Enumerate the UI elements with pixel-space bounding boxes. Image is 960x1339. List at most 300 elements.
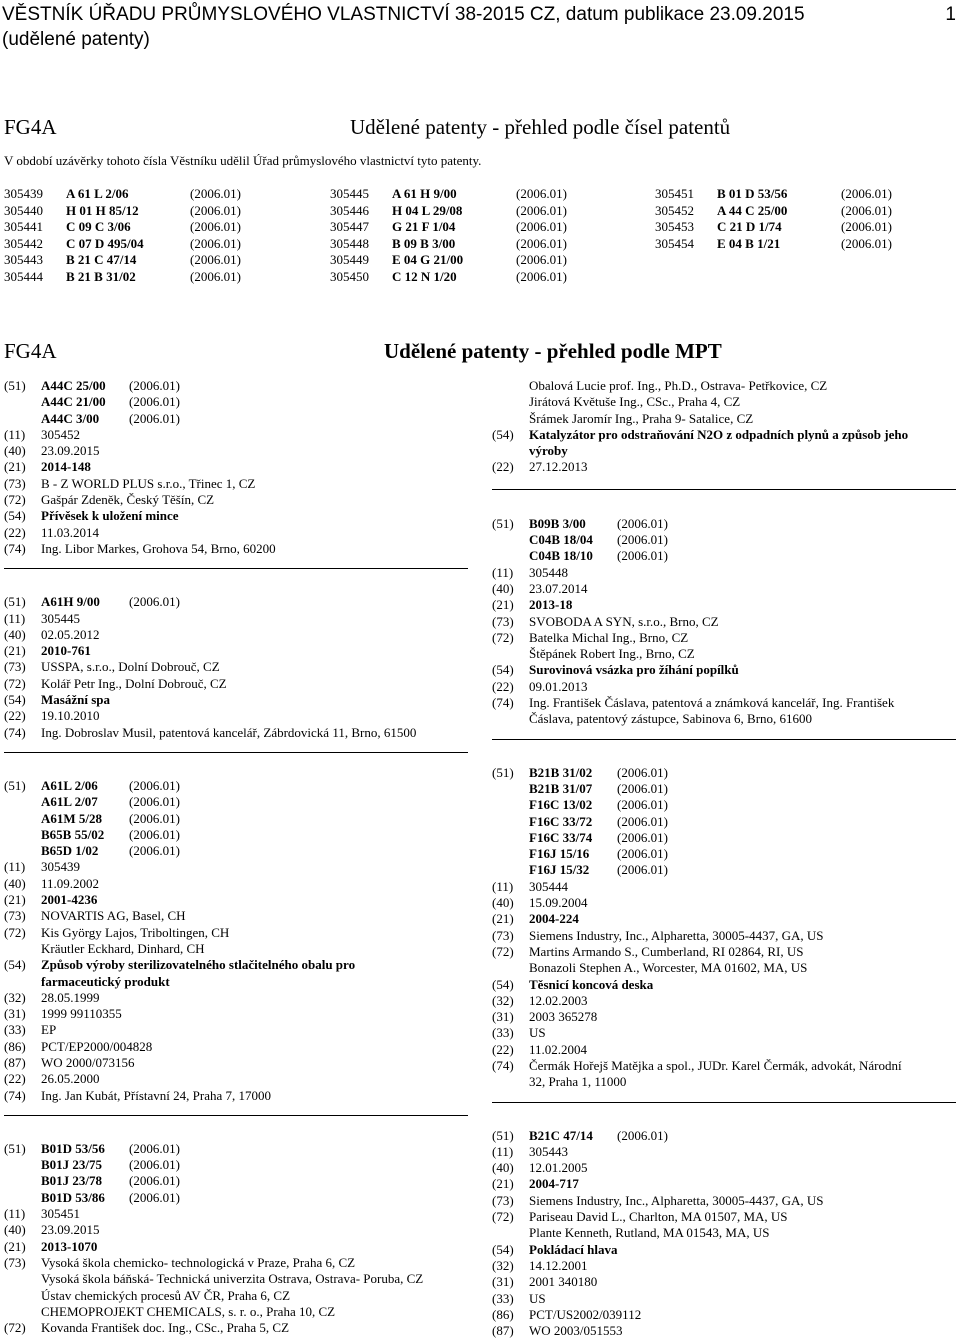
ipc-version: (2006.01) <box>190 268 241 284</box>
patent-list-row <box>4 219 304 236</box>
patent-number: 305448 <box>330 235 369 251</box>
record-value: 12.01.2005 <box>529 1160 588 1176</box>
record-value: Šrámek Jaromír Ing., Praha 9- Satalice, CZ <box>529 410 754 426</box>
patent-record <box>4 778 468 1104</box>
ipc-entry <box>529 516 668 532</box>
ipc-entry <box>529 781 668 797</box>
record-line <box>492 1144 956 1160</box>
record-line <box>492 846 956 862</box>
inid-code: (11) <box>4 610 26 626</box>
record-line <box>492 1128 956 1144</box>
ipc-class: B01D 53/56 <box>41 1140 105 1156</box>
inid-code: (40) <box>492 895 514 911</box>
header-title: VĚSTNÍK ÚŘADU PRŮMYSLOVÉHO VLASTNICTVÍ 38-2015 CZ, datum publikace 23.09.2015 <box>2 4 805 25</box>
record-line <box>4 892 468 908</box>
ipc-class: H 01 H 85/12 <box>66 202 139 218</box>
ipc-version: (2006.01) <box>129 1189 180 1205</box>
patent-number: 305446 <box>330 202 369 218</box>
record-line <box>492 597 956 613</box>
ipc-entry <box>529 830 668 846</box>
record-value: Martins Armando S., Cumberland, RI 02864, RI, US <box>529 943 804 959</box>
record-value: Obalová Lucie prof. Ing., Ph.D., Ostrava- Petřkovice, CZ <box>529 378 828 393</box>
ipc-class: E 04 B 1/21 <box>717 235 781 251</box>
record-line <box>4 594 468 610</box>
ipc-version: (2006.01) <box>190 186 241 201</box>
ipc-version: (2006.01) <box>516 235 567 251</box>
record-value: 12.02.2003 <box>529 992 588 1008</box>
inid-code: (21) <box>4 892 26 908</box>
patent-number: 305453 <box>655 219 694 234</box>
patent-number: 305447 <box>330 219 369 234</box>
inid-code: (22) <box>4 708 26 724</box>
inid-code: (21) <box>4 459 26 475</box>
ipc-entry <box>41 594 180 610</box>
ipc-class: A 44 C 25/00 <box>717 202 788 218</box>
record-value: 305445 <box>41 610 80 626</box>
patent-list-row <box>330 236 630 253</box>
inid-code: (40) <box>4 443 26 459</box>
ipc-entry <box>41 843 180 859</box>
ipc-version: (2006.01) <box>617 1127 668 1143</box>
record-value: US <box>529 1290 546 1306</box>
ipc-version: (2006.01) <box>617 532 668 548</box>
record-line <box>492 960 956 976</box>
record-value: Kis György Lajos, Triboltingen, CH <box>41 924 230 940</box>
record-spacer <box>492 490 956 516</box>
ipc-class: A44C 25/00 <box>41 378 106 393</box>
record-line <box>492 443 956 459</box>
ipc-class: F16J 15/32 <box>529 862 590 878</box>
inid-code: (54) <box>4 508 26 524</box>
ipc-class: G 21 F 1/04 <box>392 219 456 234</box>
ipc-version: (2006.01) <box>190 252 241 267</box>
record-line <box>4 476 468 492</box>
inid-code: (22) <box>492 459 514 475</box>
record-value: Bonazoli Stephen A., Worcester, MA 01602, MA, US <box>529 960 808 976</box>
page-header <box>2 2 958 52</box>
ipc-class: A 61 L 2/06 <box>66 186 129 201</box>
record-line <box>492 928 956 944</box>
ipc-class: A61L 2/06 <box>41 777 98 793</box>
record-line <box>492 1258 956 1274</box>
patent-list-row <box>330 269 630 286</box>
inid-code: (74) <box>492 695 514 711</box>
ipc-version: (2006.01) <box>617 797 668 813</box>
ipc-entry <box>529 846 668 862</box>
inid-code: (32) <box>492 992 514 1008</box>
record-value: 1999 99110355 <box>41 1006 122 1022</box>
record-line <box>4 1288 468 1304</box>
patent-number: 305443 <box>4 252 43 267</box>
record-value: Štěpánek Robert Ing., Brno, CZ <box>529 646 695 662</box>
inid-code: (31) <box>492 1274 514 1290</box>
right-column <box>492 378 956 1339</box>
section-title-mpt: Udělené patenty - přehled podle MPT <box>384 339 722 363</box>
ipc-class: E 04 G 21/00 <box>392 252 464 267</box>
patent-record <box>4 1141 468 1337</box>
patent-list-row <box>4 186 304 203</box>
ipc-version: (2006.01) <box>516 202 567 218</box>
record-value: Kolář Petr Ing., Dolní Dobrouč, CZ <box>41 675 227 691</box>
record-value: 2004-717 <box>529 1176 579 1192</box>
record-line <box>4 1190 468 1206</box>
inid-code: (22) <box>4 524 26 540</box>
ipc-version: (2006.01) <box>841 186 892 201</box>
ipc-entry <box>41 394 180 410</box>
record-value: Vysoká škola chemicko- technologická v Praze, Praha 6, CZ <box>41 1254 356 1270</box>
patent-record <box>4 594 468 741</box>
ipc-class: B21B 31/07 <box>529 780 593 796</box>
patent-list-row <box>330 252 630 269</box>
record-line <box>492 814 956 830</box>
record-line <box>492 411 956 427</box>
ipc-entry <box>41 811 180 827</box>
ipc-class: A61M 5/28 <box>41 810 103 826</box>
record-line <box>4 627 468 643</box>
record-line <box>492 1323 956 1339</box>
inid-code: (86) <box>492 1306 514 1322</box>
record-line <box>4 1141 468 1157</box>
record-line <box>4 459 468 475</box>
ipc-entry <box>41 1141 180 1157</box>
record-value: CHEMOPROJEKT CHEMICALS, s. r. o., Praha 10, CZ <box>41 1303 336 1319</box>
record-line <box>4 427 468 443</box>
record-value: NOVARTIS AG, Basel, CH <box>41 908 186 924</box>
record-line <box>4 411 468 427</box>
record-line <box>4 1255 468 1271</box>
record-value: 305443 <box>529 1143 568 1159</box>
inid-code: (33) <box>492 1290 514 1306</box>
record-value: 11.02.2004 <box>529 1041 588 1057</box>
ipc-version: (2006.01) <box>129 378 180 393</box>
record-line <box>4 876 468 892</box>
record-line <box>492 1274 956 1290</box>
record-value: Ing. Dobroslav Musil, patentová kancelář, Zábrdovická 11, Brno, 61500 <box>41 724 417 740</box>
record-line <box>492 797 956 813</box>
record-line <box>492 565 956 581</box>
record-value: 23.07.2014 <box>529 580 588 596</box>
record-value: Ing. František Čáslava, patentová a známková kancelář, Ing. František <box>529 695 895 711</box>
record-value: USSPA, s.r.o., Dolní Dobrouč, CZ <box>41 659 220 675</box>
record-value: 2004-224 <box>529 911 579 927</box>
record-line <box>492 862 956 878</box>
record-value: PCT/EP2000/004828 <box>41 1038 153 1054</box>
inid-code: (51) <box>4 777 26 793</box>
inid-code: (51) <box>492 764 514 780</box>
ipc-class: B65B 55/02 <box>41 826 105 842</box>
inid-code: (72) <box>492 629 514 645</box>
record-line <box>4 708 468 724</box>
record-line <box>4 394 468 410</box>
record-value: 15.09.2004 <box>529 895 588 911</box>
record-line <box>4 492 468 508</box>
inid-code: (51) <box>4 594 26 610</box>
record-value: Siemens Industry, Inc., Alpharetta, 30005-4437, GA, US <box>529 1192 824 1208</box>
inid-code: (74) <box>4 724 26 740</box>
record-value: Ing. Jan Kubát, Přístavní 24, Praha 7, 17000 <box>41 1087 272 1103</box>
record-value: Čáslava, patentový zástupce, Sabinova 6, Brno, 61600 <box>529 711 813 727</box>
ipc-entry <box>529 548 668 564</box>
record-value: 23.09.2015 <box>41 1222 100 1238</box>
record-line <box>4 1157 468 1173</box>
ipc-version: (2006.01) <box>129 1157 180 1173</box>
ipc-entry <box>529 814 668 830</box>
inid-code: (72) <box>4 924 26 940</box>
record-value: 2010-761 <box>41 643 91 659</box>
record-spacer <box>492 728 956 739</box>
record-line <box>4 1173 468 1189</box>
ipc-class: B 21 B 31/02 <box>66 268 136 284</box>
inid-code: (73) <box>4 908 26 924</box>
inid-code: (74) <box>4 1087 26 1103</box>
record-line <box>4 643 468 659</box>
record-value: 02.05.2012 <box>41 626 100 642</box>
ipc-class: A44C 21/00 <box>41 394 106 410</box>
ipc-class: A44C 3/00 <box>41 410 100 426</box>
ipc-class: B21C 47/14 <box>529 1127 593 1143</box>
record-value: Masážní spa <box>41 692 110 708</box>
ipc-class: B 21 C 47/14 <box>66 252 137 267</box>
ipc-version: (2006.01) <box>516 219 567 234</box>
record-line <box>4 378 468 394</box>
ipc-version: (2006.01) <box>617 780 668 796</box>
record-line <box>4 1022 468 1038</box>
record-value: 27.12.2013 <box>529 459 588 475</box>
record-value: PCT/US2002/039112 <box>529 1306 642 1322</box>
record-value: 2001 340180 <box>529 1274 598 1290</box>
record-spacer <box>492 1103 956 1128</box>
ipc-entry <box>529 532 668 548</box>
record-value: 28.05.1999 <box>41 989 100 1005</box>
ipc-class: A61L 2/07 <box>41 794 98 810</box>
patent-list-row <box>655 219 955 236</box>
ipc-class: B21B 31/02 <box>529 764 593 780</box>
ipc-class: C04B 18/10 <box>529 548 593 564</box>
ipc-version: (2006.01) <box>129 410 180 426</box>
patent-list-column <box>655 186 955 252</box>
patent-list-row <box>4 236 304 253</box>
record-spacer <box>4 569 468 594</box>
record-value: Batelka Michal Ing., Brno, CZ <box>529 629 689 645</box>
record-value: Jirátová Květuše Ing., CSc., Praha 4, CZ <box>529 394 741 410</box>
inid-code: (40) <box>492 1160 514 1176</box>
record-value: Způsob výroby sterilizovatelného stlačitelného obalu pro <box>41 957 356 973</box>
inid-code: (54) <box>4 692 26 708</box>
record-line <box>492 879 956 895</box>
patent-number: 305451 <box>655 186 694 201</box>
record-value: WO 2003/051553 <box>529 1323 623 1339</box>
record-line <box>492 1074 956 1090</box>
inid-code: (21) <box>492 1176 514 1192</box>
patent-list-column <box>330 186 630 285</box>
inid-code: (11) <box>492 564 514 580</box>
patent-list-row <box>655 186 955 203</box>
inid-code: (32) <box>4 989 26 1005</box>
record-value: WO 2000/073156 <box>41 1054 135 1070</box>
patent-list-row <box>4 252 304 269</box>
ipc-version: (2006.01) <box>617 764 668 780</box>
record-value: Pariseau David L., Charlton, MA 01507, MA, US <box>529 1209 788 1225</box>
inid-code: (22) <box>4 1071 26 1087</box>
record-value: 26.05.2000 <box>41 1071 100 1087</box>
inid-code: (21) <box>492 911 514 927</box>
patent-number: 305454 <box>655 235 694 251</box>
ipc-version: (2006.01) <box>841 219 892 234</box>
record-line <box>4 974 468 990</box>
record-line <box>492 1209 956 1225</box>
ipc-class: C 21 D 1/74 <box>717 219 782 234</box>
record-line <box>492 830 956 846</box>
record-line <box>492 516 956 532</box>
record-line <box>492 695 956 711</box>
record-line <box>4 692 468 708</box>
ipc-version: (2006.01) <box>129 826 180 842</box>
patent-list-row <box>655 203 955 220</box>
section-title: Udělené patenty - přehled podle čísel patentů <box>350 115 731 139</box>
patent-record <box>492 516 956 728</box>
record-line <box>4 1055 468 1071</box>
record-value: 305444 <box>529 878 568 894</box>
record-spacer <box>4 557 468 568</box>
record-spacer <box>492 476 956 489</box>
ipc-class: F16C 33/72 <box>529 813 593 829</box>
record-line <box>492 977 956 993</box>
record-line <box>4 611 468 627</box>
ipc-class: C04B 18/04 <box>529 532 593 548</box>
ipc-version: (2006.01) <box>129 1173 180 1189</box>
record-line <box>492 679 956 695</box>
record-line <box>4 778 468 794</box>
record-line <box>492 614 956 630</box>
record-line <box>492 1009 956 1025</box>
record-value: 09.01.2013 <box>529 678 588 694</box>
record-spacer <box>4 1116 468 1141</box>
record-line <box>4 1239 468 1255</box>
record-line <box>4 659 468 675</box>
record-line <box>492 944 956 960</box>
ipc-class: C 09 C 3/06 <box>66 219 131 234</box>
inid-code: (40) <box>4 626 26 642</box>
patent-number: 305442 <box>4 235 43 251</box>
record-value: Ústav chemických procesů AV ČR, Praha 6, CZ <box>41 1287 291 1303</box>
inid-code: (40) <box>4 1222 26 1238</box>
ipc-class: B65D 1/02 <box>41 843 99 859</box>
inid-code: (72) <box>492 1209 514 1225</box>
patent-number: 305450 <box>330 268 369 284</box>
ipc-class: H 04 L 29/08 <box>392 202 463 218</box>
record-line <box>4 925 468 941</box>
ipc-entry <box>41 794 180 810</box>
page-number: 1 <box>945 4 956 25</box>
record-spacer <box>4 753 468 778</box>
inid-code: (51) <box>492 1127 514 1143</box>
record-value: Gašpár Zdeněk, Český Těšín, CZ <box>41 492 215 508</box>
inid-code: (72) <box>4 492 26 508</box>
record-line <box>4 990 468 1006</box>
patent-list-column <box>4 186 304 285</box>
patent-list-row <box>4 269 304 286</box>
record-line <box>4 843 468 859</box>
ipc-class: F16C 33/74 <box>529 829 593 845</box>
section-code-mpt: FG4A <box>4 339 57 363</box>
ipc-entry <box>529 797 668 813</box>
record-spacer <box>492 1091 956 1102</box>
left-column <box>4 378 468 1336</box>
record-line <box>4 443 468 459</box>
record-line <box>492 1160 956 1176</box>
record-value: 2013-18 <box>529 597 573 613</box>
ipc-class: F16J 15/16 <box>529 846 590 862</box>
ipc-entry <box>529 1128 668 1144</box>
record-line <box>492 427 956 443</box>
record-line <box>4 1039 468 1055</box>
record-line <box>492 1291 956 1307</box>
patent-number: 305445 <box>330 186 369 201</box>
ipc-version: (2006.01) <box>516 252 567 267</box>
record-line <box>492 1307 956 1323</box>
record-line <box>492 1058 956 1074</box>
inid-code: (73) <box>492 927 514 943</box>
ipc-version: (2006.01) <box>129 810 180 826</box>
record-line <box>4 1071 468 1087</box>
inid-code: (73) <box>4 1254 26 1270</box>
record-line <box>492 459 956 475</box>
record-value: 305451 <box>41 1206 80 1222</box>
inid-code: (73) <box>4 659 26 675</box>
ipc-version: (2006.01) <box>190 219 241 234</box>
record-line <box>4 957 468 973</box>
record-line <box>492 1193 956 1209</box>
record-line <box>4 794 468 810</box>
record-value: Kovanda František doc. Ing., CSc., Praha 5, CZ <box>41 1320 290 1336</box>
record-line <box>492 662 956 678</box>
record-value: Ing. Libor Markes, Grohova 54, Brno, 60200 <box>41 540 276 556</box>
ipc-version: (2006.01) <box>841 202 892 218</box>
record-value: 14.12.2001 <box>529 1257 588 1273</box>
ipc-version: (2006.01) <box>190 202 241 218</box>
section-intro: V období uzávěrky tohoto čísla Věstníku udělil Úřad průmyslového vlastnictví tyto patenty. <box>4 153 482 168</box>
record-line <box>4 1006 468 1022</box>
ipc-class: C 12 N 1/20 <box>392 268 457 284</box>
patent-number: 305439 <box>4 186 43 201</box>
inid-code: (51) <box>4 378 26 393</box>
ipc-entry <box>41 1173 180 1189</box>
record-line <box>4 525 468 541</box>
ipc-version: (2006.01) <box>516 186 567 201</box>
record-value: 305452 <box>41 426 80 442</box>
record-line <box>4 1206 468 1222</box>
inid-code: (87) <box>492 1323 514 1339</box>
patent-list-row <box>330 186 630 203</box>
patent-list-row <box>330 203 630 220</box>
inid-code: (31) <box>4 1006 26 1022</box>
ipc-class: B01D 53/86 <box>41 1189 105 1205</box>
record-line <box>4 676 468 692</box>
patent-list-row <box>330 219 630 236</box>
record-value: Přívěsek k uložení mince <box>41 508 179 524</box>
inid-code: (51) <box>492 515 514 531</box>
record-line <box>492 1025 956 1041</box>
inid-code: (54) <box>4 957 26 973</box>
record-line <box>4 1088 468 1104</box>
record-line <box>4 941 468 957</box>
record-line <box>492 765 956 781</box>
inid-code: (21) <box>4 1238 26 1254</box>
record-value: Plante Kenneth, Rutland, MA 01543, MA, US <box>529 1225 770 1241</box>
inid-code: (54) <box>492 1241 514 1257</box>
inid-code: (11) <box>492 878 514 894</box>
record-value: 305448 <box>529 564 568 580</box>
